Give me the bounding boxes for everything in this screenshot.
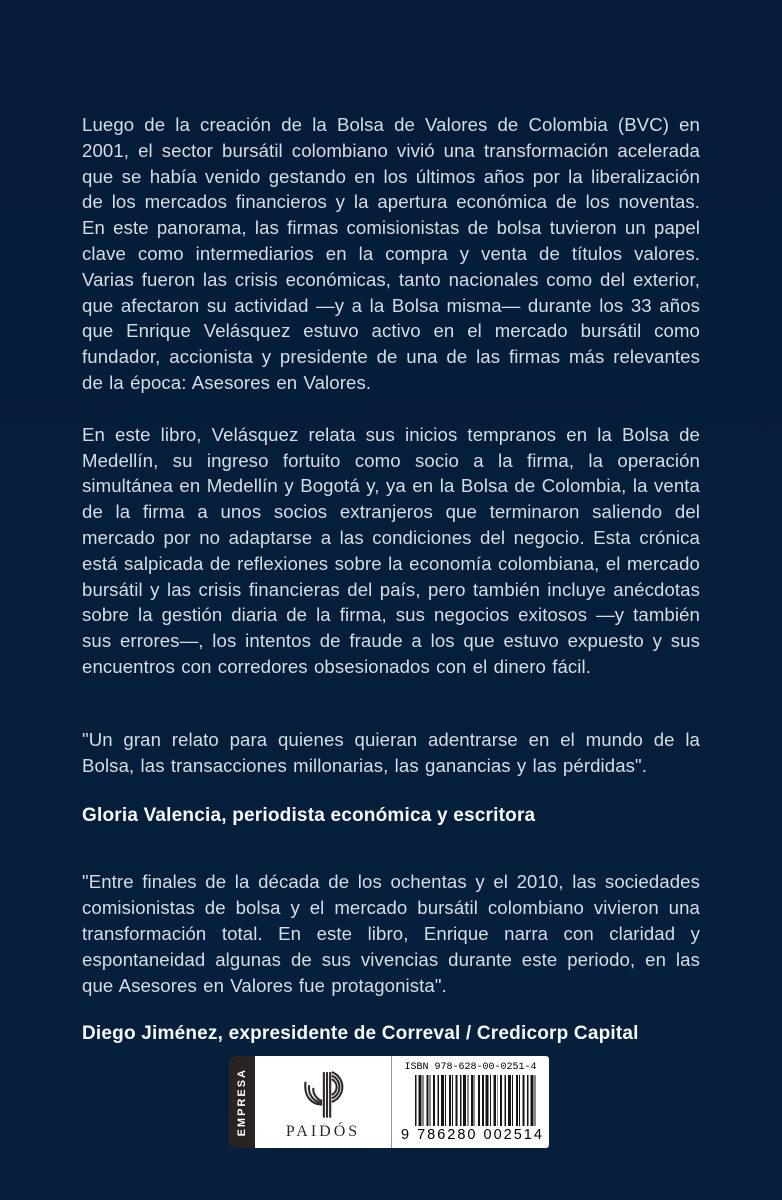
endorsement-attribution-1: Gloria Valencia, periodista económica y escritora (82, 805, 536, 827)
isbn-text: ISBN 978-628-00-0251-4 (404, 1062, 537, 1073)
barcode-icon (415, 1075, 536, 1126)
barcode-digits: 9 786280 002514 (401, 1127, 544, 1143)
barcode-panel (391, 1056, 549, 1148)
endorsement-attribution-2: Diego Jiménez, expresidente de Correval / Credicorp Capital (82, 1023, 639, 1045)
publisher-name: PAIDÓS (285, 1123, 361, 1140)
synopsis-paragraph-2: En este libro, Velásquez relata sus inicios tempranos en la Bolsa de Medellín, su ingreso fortuito como socio a la firma, la operación simultánea en Medellín y Bogotá y, ya en la Bolsa de Colombia, la venta de la firma a unos socios extranjeros que terminaron saliendo del mercado por no adaptarse a las condiciones del negocio. Esta crónica está salpicada de reflexiones sobre la economía colombiana, el mercado bursátil y las crisis financieras del país, pero también incluye anécdotas sobre la gestión diaria de la firma, sus negocios exitosos —y también sus errores—, los intentos de fraude a los que estuvo expuesto y sus encuentros con corredores obsesionados con el dinero fácil. (82, 423, 700, 677)
category-spine-strip (229, 1056, 255, 1148)
back-cover-text (82, 112, 700, 1046)
endorsement-quote-2: "Entre finales de la década de los ochentas y el 2010, las sociedades comisionistas de bolsa y el mercado bursátil colombiano vivieron una transformación total. En este libro, Enrique narra con claridad y espontaneidad algunas de sus vivencias durante este periodo, en las que Asesores en Valores fue protagonista". (82, 871, 700, 996)
synopsis-paragraph-1: Luego de la creación de la Bolsa de Valores de Colombia (BVC) en 2001, el sector bursátil colombiano vivió una transformación acelerada que se había venido gestando en los últimos años por la liberalización de los mercados financieros y la apertura económica de los noventas. En este panorama, las firmas comisionistas de bolsa tuvieron un papel clave como intermediarios en la compra y venta de títulos valores. Varias fueron las crisis económicas, tanto nacionales como del exterior, que afectaron su actividad —y a la Bolsa misma— durante los 33 años que Enrique Velásquez estuvo activo en el mercado bursátil como fundador, accionista y presidente de una de las firmas más relevantes de la época: Asesores en Valores. (82, 114, 700, 393)
endorsement-quote-1: "Un gran relato para quienes quieran adentrarse en el mundo de la Bolsa, las transacciones millonarias, las ganancias y las pérdidas". (82, 728, 700, 776)
publisher-panel (255, 1056, 391, 1148)
paidos-psi-logo-icon (298, 1066, 348, 1122)
category-label: EMPRESA (236, 1067, 248, 1137)
publisher-barcode-box (229, 1056, 549, 1148)
